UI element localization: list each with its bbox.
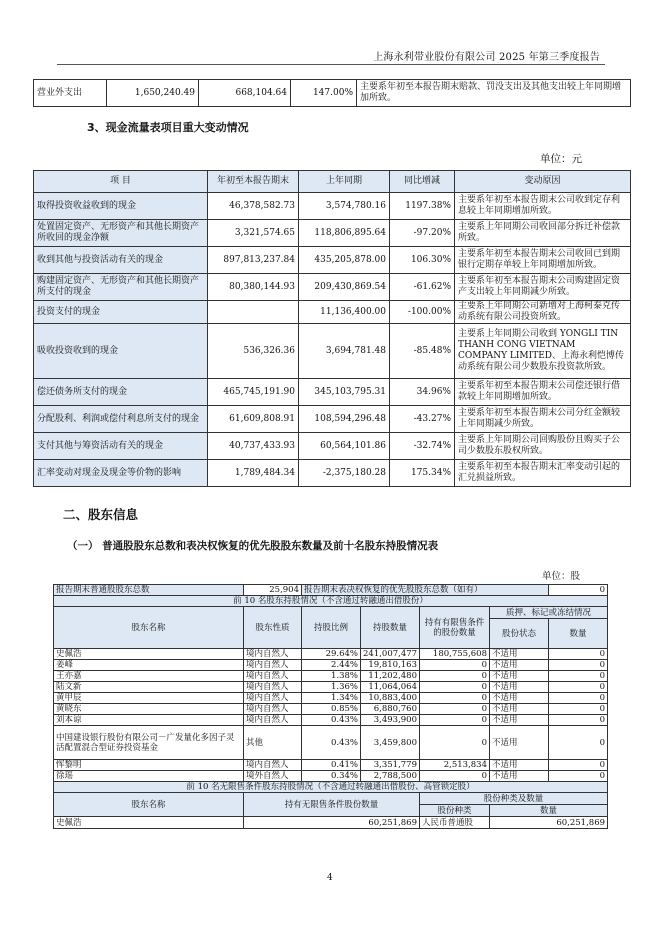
- cell-ratio: 0.85%: [302, 704, 361, 715]
- table-row: [54, 693, 608, 704]
- subsection-title: （一） 普通股股东总数和表决权恢复的优先股股东数量及前十名股东持股情况表: [67, 540, 439, 552]
- cell-status: 不适用: [490, 760, 549, 771]
- col-header-count: 数量: [549, 619, 608, 649]
- table-row: [34, 460, 631, 487]
- cell-restricted: 0: [420, 771, 490, 782]
- cell-name: 王亦嘉: [54, 671, 244, 682]
- cell-shares: 10,883,400: [361, 693, 420, 704]
- cell-current: 465,745,191.90: [208, 379, 299, 406]
- cell-shares: 241,007,477: [361, 649, 420, 660]
- row-prior: 668,104.64: [199, 80, 291, 107]
- cell-prior: 3,574,780.16: [299, 193, 390, 220]
- col-header-prior: 上年同期: [299, 171, 390, 193]
- col-header-reason: 变动原因: [455, 171, 631, 193]
- cell-status: 不适用: [490, 649, 549, 660]
- cell-ratio: 1.38%: [302, 671, 361, 682]
- cell-status: 不适用: [490, 715, 549, 726]
- cell-change: 34.96%: [390, 379, 455, 406]
- unrestricted-title: 前 10 名无限售条件股东持股情况（不含通过转融通出借股份、高管锁定股）: [54, 782, 608, 793]
- cell-count: 0: [549, 771, 608, 782]
- table-row: [34, 324, 631, 379]
- cell-prior: 11,136,400.00: [299, 301, 390, 324]
- cell-reason: 主要系年初至本报告期末公司购建固定资产支出较上年同期减少所致。: [455, 274, 631, 301]
- cell-restricted: 0: [420, 715, 490, 726]
- cash-flow-table: [33, 170, 631, 487]
- unres-header-type-group: 股份种类及数量: [420, 793, 608, 805]
- row-reason: 主要系年初至本报告期末赔款、罚没支出及其他支出较上年同期增加所致。: [357, 80, 631, 107]
- cell-change: -97.20%: [390, 220, 455, 247]
- cell-current: 40,737,433.93: [208, 433, 299, 460]
- cell-status: 不适用: [490, 693, 549, 704]
- table-row: [34, 433, 631, 460]
- col-header-change: 同比增减: [390, 171, 455, 193]
- cell-ratio: 0.43%: [302, 715, 361, 726]
- col-header-pledge: 质押、标记或冻结情况: [490, 607, 608, 619]
- page-number: 4: [327, 873, 333, 883]
- cell-shares: 11,202,480: [361, 671, 420, 682]
- cell-restricted: 0: [420, 726, 490, 760]
- header-divider: [57, 64, 605, 65]
- table-row: [54, 817, 608, 829]
- cell-change: 175.34%: [390, 460, 455, 487]
- cell-prior: 345,103,795.31: [299, 379, 390, 406]
- cell-nature: 境外自然人: [244, 771, 302, 782]
- table-row: [34, 220, 631, 247]
- cell-count: 0: [549, 704, 608, 715]
- cell-nature: 境内自然人: [244, 671, 302, 682]
- cell-item: 汇率变动对现金及现金等价物的影响: [34, 460, 208, 487]
- cell-name: 刘本谅: [54, 715, 244, 726]
- cell-name: 徐瑶: [54, 771, 244, 782]
- cell-reason: 主要系上年同期公司新增对上海柯泰克传动系统有限公司投资所致。: [455, 301, 631, 324]
- table-row: [54, 771, 608, 782]
- cell-status: 不适用: [490, 682, 549, 693]
- unres-header-count: 数量: [490, 805, 608, 817]
- cell-prior: 435,205,878.00: [299, 247, 390, 274]
- table-row: [54, 671, 608, 682]
- cell-item: 购建固定资产、无形资产和其他长期资产所支付的现金: [34, 274, 208, 301]
- cell-prior: 60,564,101.86: [299, 433, 390, 460]
- col-header-ratio: 持股比例: [302, 607, 361, 649]
- cell-nature: 境内自然人: [244, 704, 302, 715]
- col-header-current: 年初至本报告期末: [208, 171, 299, 193]
- page-header-title: 上海永利带业股份有限公司 2025 年第三季度报告: [373, 52, 600, 63]
- col-header-nature: 股东性质: [244, 607, 302, 649]
- col-header-shares: 持股数量: [361, 607, 420, 649]
- table-row: [34, 379, 631, 406]
- cell-ratio: 2.44%: [302, 660, 361, 671]
- table-row: [54, 660, 608, 671]
- cell-name: 中国建设银行股份有限公司－广发量化多因子灵活配置混合型证券投资基金: [54, 726, 244, 760]
- cell-count: 0: [549, 671, 608, 682]
- cell-ratio: 0.34%: [302, 771, 361, 782]
- cell-shares: 3,493,900: [361, 715, 420, 726]
- cell-status: 不适用: [490, 704, 549, 715]
- total-holders-label: 报告期末普通股股东总数: [54, 585, 244, 596]
- cell-nature: 境内自然人: [244, 660, 302, 671]
- cell-reason: 主要系年初至本报告期末公司偿还银行借款较上年同期增加所致。: [455, 379, 631, 406]
- cell-restricted: 0: [420, 693, 490, 704]
- cell-nature: 境内自然人: [244, 715, 302, 726]
- cell-item: 支付其他与筹资活动有关的现金: [34, 433, 208, 460]
- cell-item: 收到其他与投资活动有关的现金: [34, 247, 208, 274]
- cell-restricted: 0: [420, 660, 490, 671]
- col-header-item: 项 目: [34, 171, 208, 193]
- cell-reason: 主要系上年同期公司收回部分拆迁补偿款所致。: [455, 220, 631, 247]
- cell-shares: 2,788,500: [361, 771, 420, 782]
- cell-item: 偿还债务所支付的现金: [34, 379, 208, 406]
- cell-name: 史佩浩: [54, 649, 244, 660]
- cell-count: 0: [549, 682, 608, 693]
- cell-status: 不适用: [490, 671, 549, 682]
- cell-status: 不适用: [490, 771, 549, 782]
- cell-name: 恽黎明: [54, 760, 244, 771]
- table-row: [54, 726, 608, 760]
- cell-shares: 19,810,163: [361, 660, 420, 671]
- cell-nature: 境内自然人: [244, 682, 302, 693]
- table-row: [54, 682, 608, 693]
- cell-name: 姜峰: [54, 660, 244, 671]
- cell-restricted: 2,513,834: [420, 760, 490, 771]
- cell-prior: 209,430,869.54: [299, 274, 390, 301]
- cell-prior: 118,806,895.64: [299, 220, 390, 247]
- cell-restricted: 0: [420, 671, 490, 682]
- shareholder-table: [53, 584, 608, 829]
- cell-reason: 主要系年初至本报告期末公司收到定存利息较上年同期增加所致。: [455, 193, 631, 220]
- cell-reason: 主要系年初至本报告期末公司收回已到期银行定期存单较上年同期增加所致。: [455, 247, 631, 274]
- cell-shares: 6,880,760: [361, 704, 420, 715]
- cell-item: 吸收投资收到的现金: [34, 324, 208, 379]
- cell-ratio: 1.36%: [302, 682, 361, 693]
- cell-current: 80,380,144.93: [208, 274, 299, 301]
- total-holders-value: 25,904: [244, 585, 302, 596]
- col-header-name: 股东名称: [54, 607, 244, 649]
- cell-change: -43.27%: [390, 406, 455, 433]
- row-item: 营业外支出: [34, 80, 107, 107]
- cell-shares: 3,351,779: [361, 760, 420, 771]
- unres-header-qty: 持有无限售条件股份数量: [244, 793, 420, 817]
- col-header-restricted: 持有有限售条件的股份数量: [420, 607, 490, 649]
- cell-change: 1197.38%: [390, 193, 455, 220]
- table-row: [34, 80, 631, 107]
- cell-shares: 3,459,800: [361, 726, 420, 760]
- cell-type: 人民币普通股: [420, 817, 490, 829]
- cell-restricted: 180,755,608: [420, 649, 490, 660]
- table-row: [34, 406, 631, 433]
- table-row: [34, 274, 631, 301]
- table-row: [54, 715, 608, 726]
- cell-reason: 主要系上年同期公司回购股份且购买子公司少数股东股权所致。: [455, 433, 631, 460]
- cell-item: 处置固定资产、无形资产和其他长期资产所收回的现金净额: [34, 220, 208, 247]
- cell-name: 黄晓东: [54, 704, 244, 715]
- table-row: [34, 193, 631, 220]
- unit-label: 单位：元: [540, 153, 582, 165]
- section-title-cash-flow: 3、现金流量表项目重大变动情况: [87, 121, 249, 134]
- top10-title: 前 10 名股东持股情况（不含通过转融通出借股份）: [54, 596, 608, 607]
- cell-nature: 其他: [244, 726, 302, 760]
- cell-change: -61.62%: [390, 274, 455, 301]
- cell-count: 0: [549, 649, 608, 660]
- cell-status: 不适用: [490, 660, 549, 671]
- cell-name: 史佩浩: [54, 817, 244, 829]
- cell-current: 897,813,237.84: [208, 247, 299, 274]
- cell-name: 陆文新: [54, 682, 244, 693]
- table-row: [54, 649, 608, 660]
- prior-table-continuation: [33, 79, 631, 107]
- cell-restricted: 0: [420, 704, 490, 715]
- unit-label-shares: 单位：股: [542, 571, 581, 582]
- cell-count: 0: [549, 760, 608, 771]
- cell-prior: 108,594,296.48: [299, 406, 390, 433]
- cell-item: 取得投资收益收到的现金: [34, 193, 208, 220]
- cell-current: 3,321,574.65: [208, 220, 299, 247]
- cell-reason: 主要系年初至本报告期末汇率变动引起的汇兑损益所致。: [455, 460, 631, 487]
- cell-change: -85.48%: [390, 324, 455, 379]
- cell-reason: 主要系年初至本报告期末公司分红金额较上年同期减少所致。: [455, 406, 631, 433]
- cell-change: -100.00%: [390, 301, 455, 324]
- pref-holders-value: 0: [549, 585, 608, 596]
- cell-item: 投资支付的现金: [34, 301, 208, 324]
- cell-prior: -2,375,180.28: [299, 460, 390, 487]
- cell-item: 分配股利、利润或偿付利息所支付的现金: [34, 406, 208, 433]
- cell-count: 0: [549, 726, 608, 760]
- cell-current: 1,789,484.34: [208, 460, 299, 487]
- cell-change: 106.30%: [390, 247, 455, 274]
- table-row: [54, 760, 608, 771]
- cell-count: 0: [549, 693, 608, 704]
- cell-change: -32.74%: [390, 433, 455, 460]
- cell-count: 0: [549, 660, 608, 671]
- cell-shares: 11,064,064: [361, 682, 420, 693]
- cell-count: 60,251,869: [490, 817, 608, 829]
- cell-name: 黄甲辰: [54, 693, 244, 704]
- col-header-status: 股份状态: [490, 619, 549, 649]
- cell-nature: 境内自然人: [244, 760, 302, 771]
- cell-restricted: 0: [420, 682, 490, 693]
- cell-current: 61,609,808.91: [208, 406, 299, 433]
- table-row: [54, 704, 608, 715]
- cell-ratio: 0.43%: [302, 726, 361, 760]
- row-change: 147.00%: [291, 80, 357, 107]
- section-title-shareholders: 二、股东信息: [63, 507, 139, 522]
- cell-count: 0: [549, 715, 608, 726]
- cell-prior: 3,694,781.48: [299, 324, 390, 379]
- unres-header-type: 股份种类: [420, 805, 490, 817]
- cell-current: 536,326.36: [208, 324, 299, 379]
- cell-ratio: 1.34%: [302, 693, 361, 704]
- cell-current: 46,378,582.73: [208, 193, 299, 220]
- cell-status: 不适用: [490, 726, 549, 760]
- row-current: 1,650,240.49: [107, 80, 199, 107]
- unres-header-name: 股东名称: [54, 793, 244, 817]
- table-row: [34, 247, 631, 274]
- cell-qty: 60,251,869: [244, 817, 420, 829]
- cell-ratio: 0.41%: [302, 760, 361, 771]
- cell-reason: 主要系上年同期公司收到 YONGLI TIN THANH CONG VIETNAM COMPANY LIMITED、上海永利恺博传动系统有限公司少数股东投资款所致。: [455, 324, 631, 379]
- cell-ratio: 29.64%: [302, 649, 361, 660]
- pref-holders-label: 报告期末表决权恢复的优先股股东总数（如有）: [302, 585, 549, 596]
- table-row: [34, 301, 631, 324]
- cell-current: [208, 301, 299, 324]
- cell-nature: 境内自然人: [244, 693, 302, 704]
- cell-nature: 境内自然人: [244, 649, 302, 660]
